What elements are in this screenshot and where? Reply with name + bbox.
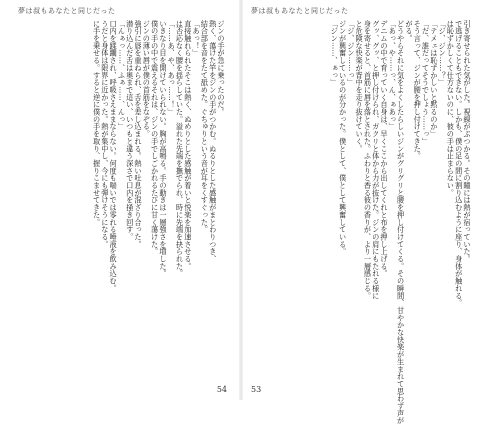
text-line: は恥ずかしくて仕方ないのに、彼の手は止まらない。 bbox=[446, 20, 456, 197]
text-line: 「ジ、ジン……？」 bbox=[438, 20, 448, 87]
body-text bbox=[14, 20, 225, 355]
page-number: 53 bbox=[251, 385, 262, 394]
text-line: 「テメェは恥ずかしいと黙るのか」 bbox=[429, 20, 439, 138]
running-header: 夢は叔もあなたと同じだった bbox=[251, 7, 349, 15]
text-line: 「あっ！」 bbox=[192, 20, 202, 57]
text-line: 強引に唇を重ねられ、舌を差し込まれる。熱い吐息が混ざり合った。 bbox=[134, 20, 144, 248]
text-line: 「あっ、や……っ、ん、ぁあっ」 bbox=[388, 20, 398, 131]
right-page bbox=[243, 0, 483, 424]
text-line: 結合部を音をたて舐めた。ぐちゅりという音が耳をくすぐった。 bbox=[200, 20, 210, 234]
text-line: いきなり目を開けていられない。胸が高鳴る。手の動きは一層強さを増した。 bbox=[158, 20, 168, 278]
text-line: は否応なく腰を揺らしていた。溢れた先端を撫でられ、時に先端を抉られた。 bbox=[175, 20, 185, 278]
text-line: に手を乗せる。すると逆に僕の手を取り、握りこませてきた。 bbox=[92, 20, 102, 226]
text-line: 「ジン……、ぁっ」 bbox=[330, 20, 340, 87]
text-line: がる。 bbox=[404, 20, 414, 43]
text-line: 熱く、蕩けた竿をジンの手がつかむ。ぬるりとした感触がまとわりつき、 bbox=[208, 20, 218, 263]
text-line: 直接触れられたそこは熱く、ぬめりとした感触が着いと悦楽を加速させる。 bbox=[183, 20, 193, 270]
text-line: ジンの薄い唇が僕の首筋をなぞる。 bbox=[142, 20, 152, 138]
text-line: で逃げることもできない。しかも、僕の足の間に割り込むように座り、身体が触れる。 bbox=[454, 20, 464, 307]
text-line: どうやらそれに気をよくしたらしいジンがグリグリと腰を押し付けてくる。その瞬間、甘やかな快楽が生まれて思わず声が bbox=[396, 20, 406, 424]
text-line: そう言って、ジンが腰を押し付けてきた。 bbox=[413, 20, 423, 160]
text-line: 引き寄せられた気がした。視線がぶつかる。その瞳には熱が宿っていた。 bbox=[463, 20, 472, 263]
text-line: グッ、グッ、と押し付けられ、ガクリと体から力が抜けた。ジンの肩にもたれる様に bbox=[371, 20, 381, 300]
text-line: ジンの手が急に乗ったのだ。 bbox=[217, 20, 226, 116]
text-line: ジンが興奮しているのが分かった。僕として、僕として興奮している。 bbox=[338, 20, 348, 256]
text-line: 「だ、誰だってそうでしょう……っ」 bbox=[421, 20, 431, 145]
text-line: 「んぁっ……、ふぁ……、んっ」 bbox=[117, 20, 127, 131]
page-number: 54 bbox=[216, 385, 227, 394]
text-line: 「……あ、や、あっ……！」 bbox=[167, 20, 177, 116]
text-line: 僕の手の中で震えるそれは、ジンの手でしごかれるたびに甘く蕩けた。 bbox=[150, 20, 160, 256]
text-line: うだと身体は限界に近かった。熱が集中し、今にも弾けそうになる。 bbox=[100, 20, 110, 248]
left-page bbox=[0, 0, 239, 400]
text-line: デニムの中で育っていく自身は、早くここから出してくれと布を押し上げる。 bbox=[380, 20, 390, 278]
text-line: 身を寄せると、首筋に唇を落とされた。ふわりと香る彼の香りが、より一層感じる。 bbox=[363, 20, 373, 300]
text-line: と危険な快楽が背中を走り抜けていく。 bbox=[355, 20, 365, 153]
text-line: 潜り込んだ舌は奥まで這い、いつもと違う深さで口内を掻き回す。 bbox=[125, 20, 135, 241]
text-line: 「ジ、ジン……っ」 bbox=[346, 20, 356, 87]
text-line: 口内を蹂躙され、呼吸さえままならない。何度も喘いでは零れる唾液を飲み込む。 bbox=[109, 20, 119, 292]
running-header: 夢は叔もあなたと同じだった bbox=[18, 7, 116, 15]
